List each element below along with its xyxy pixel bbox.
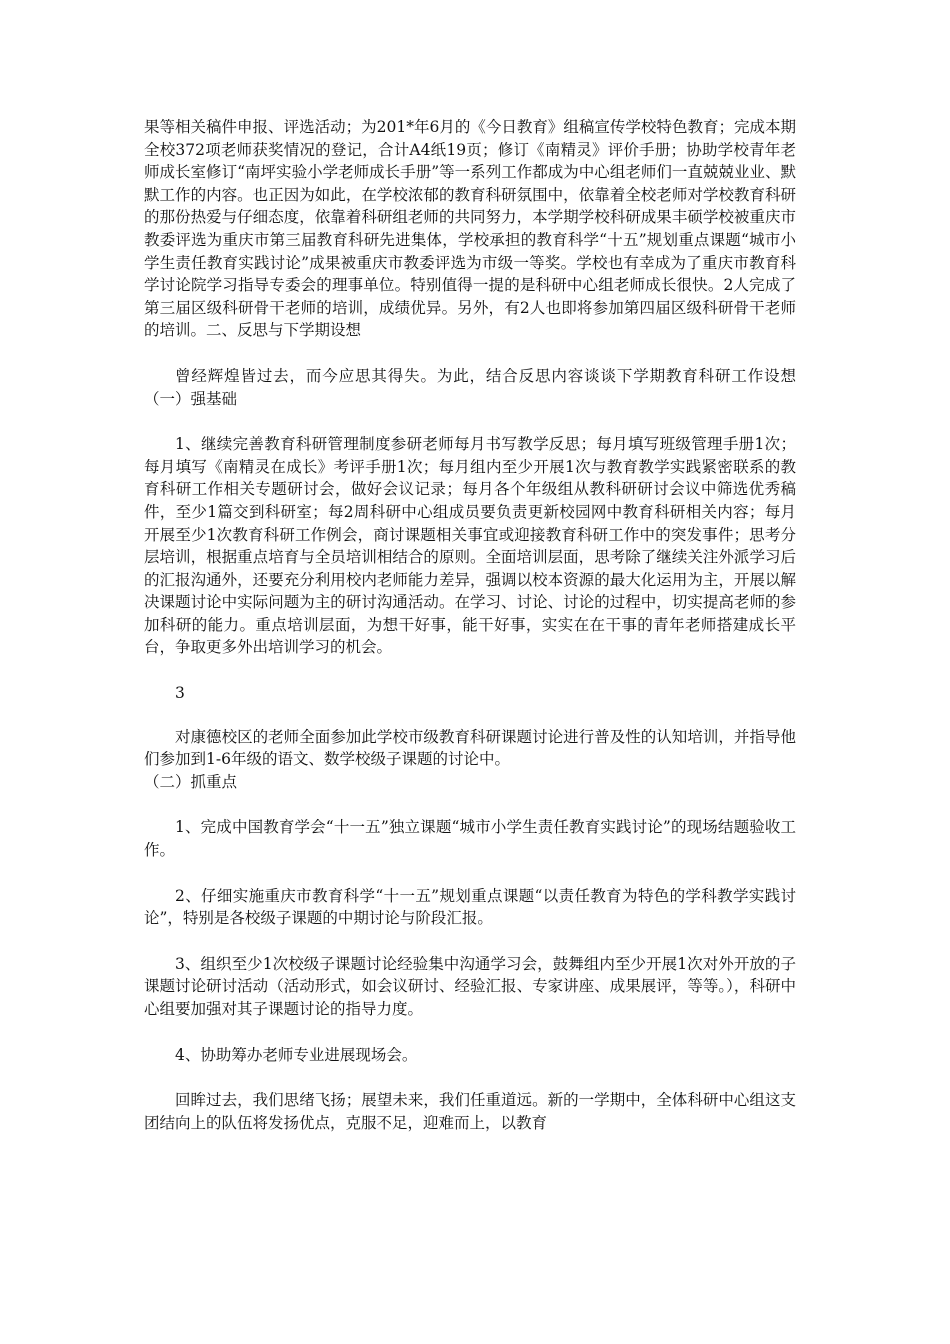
list-item-key-point-1: 1、完成中国教育学会“十一五”独立课题“城市小学生责任教育实践讨论”的现场结题验收工作。 bbox=[144, 818, 796, 860]
list-item-key-point-3: 3、组织至少1次校级子课题讨论经验集中沟通学习会，鼓舞组内至少开展1次对外开放的子课题讨论研讨活动（活动形式，如会议研讨、经验汇报、专家讲座、成果展评，等等。），科研中心组要加强对其子课题讨论的指导力度。 bbox=[144, 954, 796, 1018]
paragraph-reflection-intro: 曾经辉煌皆过去，而今应思其得失。为此，结合反思内容谈谈下学期教育科研工作设想（一）强基础 bbox=[144, 366, 796, 408]
paragraph-conclusion: 回眸过去，我们思绪飞扬；展望未来，我们任重道远。新的一学期中，全体科研中心组这支团结向上的队伍将发扬优点，克服不足，迎难而上，以教育 bbox=[144, 1091, 796, 1132]
paragraph-strengthen-foundation: 1、继续完善教育科研管理制度参研老师每月书写教学反思；每月填写班级管理手册1次；每月填写《南精灵在成长》考评手册1次；每月组内至少开展1次与教育教学实践紧密联系的教育科研工作相关专题研讨会，做好会议记录；每月各个年级组从教科研研讨会议中筛选优秀稿件，至少1篇交到科研室；每2周科研中心组成员要负责更新校园网中教育科研相关内容；每月开展至少1次教育科研工作例会，商讨课题相关事宜或迎接教育科研工作中的突发事件；思考分层培训，根据重点培育与全员培训相结合的原则。全面培训层面，思考除了继续关注外派学习后的汇报沟通外，还要充分利用校内老师能力差异，强调以校本资源的最大化运用为主，开展以解决课题讨论中实际问题为主的研讨沟通活动。在学习、讨论、讨论的过程中，切实提高老师的参加科研的能力。重点培训层面，为想干好事，能干好事，实实在在干事的青年老师搭建成长平台，争取更多外出培训学习的机会。 bbox=[144, 435, 796, 657]
list-item-key-point-2: 2、仔细实施重庆市教育科学“十一五”规划重点课题“以责任教育为特色的学科教学实践讨论”，特别是各校级子课题的中期讨论与阶段汇报。 bbox=[144, 886, 796, 928]
page-number: 3 bbox=[175, 684, 185, 703]
list-item-key-point-4: 4、协助筹办老师专业进展现场会。 bbox=[175, 1045, 418, 1064]
paragraph-kangde-training: 对康德校区的老师全面参加此学校市级教育科研课题讨论进行普及性的认知培训，并指导他们参加到1-6年级的语文、数学校级子课题的讨论中。 bbox=[144, 727, 796, 769]
paragraph-research-achievements: 果等相关稿件申报、评选活动；为201*年6月的《今日教育》组稿宣传学校特色教育；完成本期全校372项老师获奖情况的登记，合计A4纸19页；修订《南精灵》评价手册；协助学校青年老师成长室修订“南坪实验小学老师成长手册”等一系列工作都成为中心组老师们一直兢兢业业、默默工作的内容。也正因为如此，在学校浓郁的教育科研氛围中，依靠着全校老师对学校教育科研的那份热爱与仔细态度，依靠着科研组老师的共同努力，本学期学校科研成果丰硕学校被重庆市教委评选为重庆市第三届教育科研先进集体，学校承担的教育科学“十五”规划重点课题“城市小学生责任教育实践讨论”成果被重庆市教委评选为市级一等奖。学校也有幸成为了重庆市教育科学讨论院学习指导专委会的理事单位。特别值得一提的是科研中心组老师成长很快。2人完成了第三届区级科研骨干老师的培训，成绩优异。另外，有2人也即将参加第四届区级科研骨干老师的培训。二、反思与下学期设想 bbox=[144, 118, 796, 340]
section-heading-key-points: （二）抓重点 bbox=[144, 772, 238, 791]
document-page bbox=[144, 116, 796, 1157]
